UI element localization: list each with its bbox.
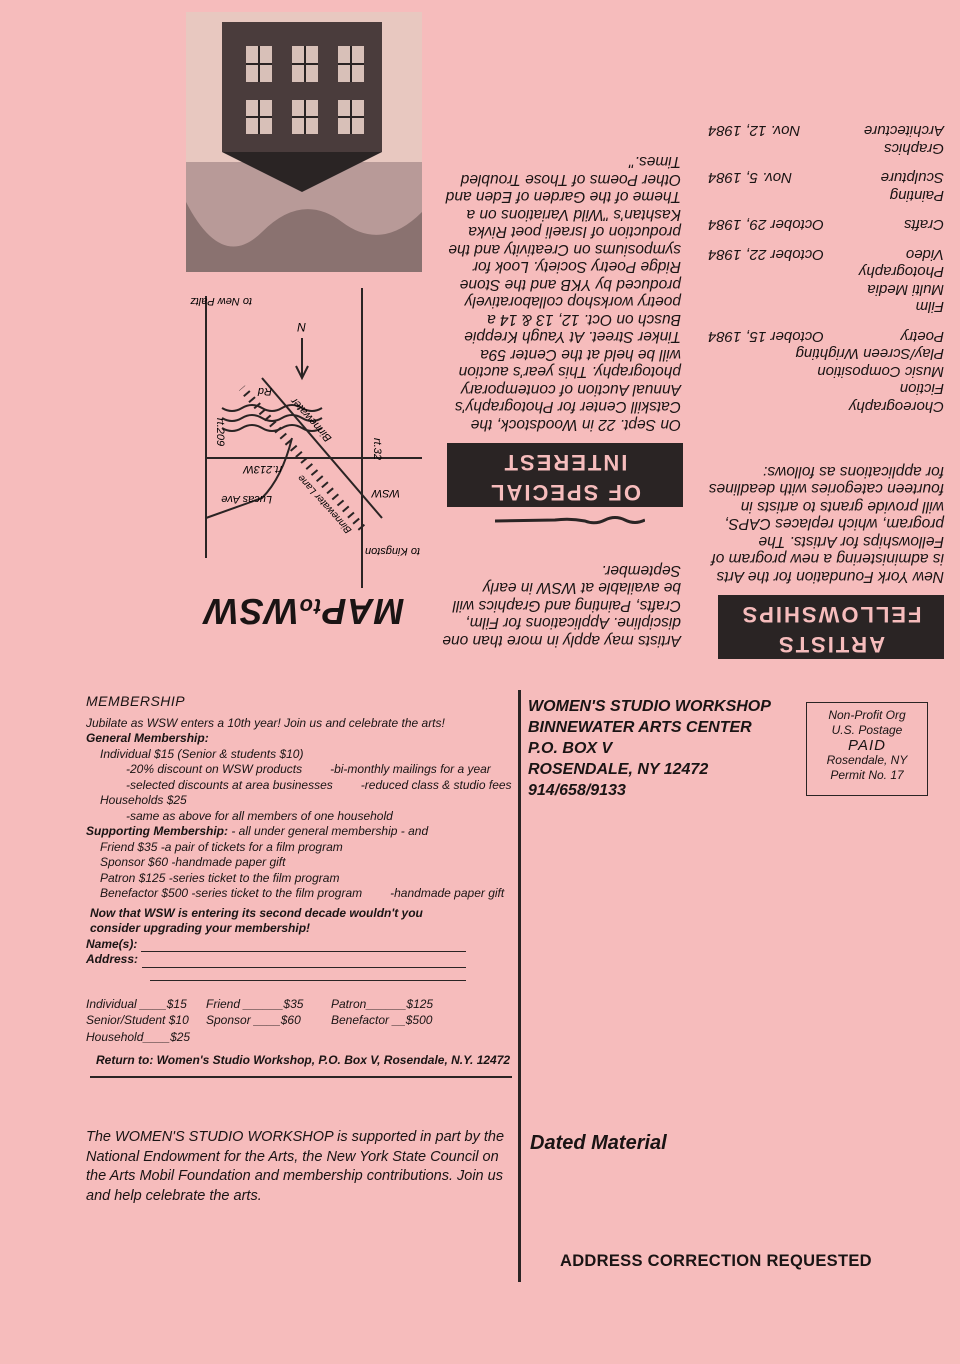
individual-rate: Individual $15 (Senior & students $10) <box>100 746 304 761</box>
price-sponsor[interactable]: Sponsor ____$60 <box>206 1013 301 1027</box>
supporting-heading: Supporting Membership: <box>86 824 228 838</box>
benefit-mailings: -bi-monthly mailings for a year <box>330 762 491 776</box>
map-label-north: N <box>297 320 306 334</box>
grant-row <box>708 328 944 346</box>
form-bottom-rule <box>90 1076 512 1078</box>
applications-note: Artists may apply in more than one discipline. Applications for Film, Crafts, Painting and Graphics will be available at WSW in early September. <box>442 562 681 649</box>
names-line[interactable] <box>141 939 466 952</box>
map-title-to: to <box>298 594 322 619</box>
benefactor-extra: -handmade paper gift <box>390 886 505 900</box>
upgrade-prompt: Now that WSW is entering its second decade wouldn't you consider upgrading your membership! <box>90 905 423 935</box>
grant-row <box>708 216 944 234</box>
address-line-city: ROSENDALE, NY 12472 <box>528 761 709 778</box>
benefactor-rate <box>86 886 516 902</box>
fellowships-text: New York Foundation for the Arts is administering a new program of Fellowships for Artists. The program, which replaces CAPS, will provide grants to artists in fourteen categories with deadlines for applications as follows: <box>708 463 944 585</box>
address-field[interactable] <box>86 952 466 968</box>
grant-row <box>708 363 944 381</box>
grant-row <box>708 263 944 281</box>
households-note: -same as above for all members of one household <box>126 808 393 823</box>
grant-deadlines <box>708 122 944 415</box>
map-label-rt32: rt.32 <box>371 438 383 461</box>
map-label-lucas-ave: Lucas Ave <box>221 493 272 505</box>
price-benefactor[interactable]: Benefactor __$500 <box>331 1013 433 1027</box>
grant-date: October 22, 1984 <box>708 246 824 263</box>
grant-category: Painting <box>889 187 944 204</box>
fellowships-heading-line2: FELLOWSHIPS <box>740 602 922 627</box>
map-label-wsw: WSW <box>371 487 400 499</box>
indicia-permit: Permit No. 17 <box>830 768 904 782</box>
friend-rate: Friend $35 -a pair of tickets for a film program <box>100 839 343 854</box>
grant-category: Multi Media <box>867 281 944 298</box>
map-label-rt209: rt.209 <box>214 418 226 447</box>
lucas-ave-road <box>206 438 292 518</box>
address-line-phone: 914/658/9133 <box>528 782 626 799</box>
special-interest-section <box>435 10 685 655</box>
grant-date: October 15, 1984 <box>708 328 824 345</box>
grant-row <box>708 122 944 140</box>
indicia-paid: PAID <box>848 737 886 754</box>
north-arrow <box>296 338 308 378</box>
squiggle-divider <box>495 513 645 527</box>
address-label: Address: <box>86 952 139 966</box>
benefit-reduced-fees: -reduced class & studio fees <box>360 777 512 792</box>
special-interest-text: On Sept. 22 in Woodstock, the Catskill Center for Photography's Annual Auction of contemporary photography. This year's auction will be held at the Center 59a Tinker Street. At Yaugh Kreppie Busch on Oct. 12, 13 & 14 a poetry workshop collaboratively produced by YKB and the Stone Ridge Poetry Society. Look for symposiums on Creativity and the production of Israeli poet Rivka Kashtan's "Wild Variations on a Theme of the Garden of Eden and Other Poems of Those Troubled Times." <box>445 153 681 433</box>
special-heading-line2: INTEREST <box>502 450 628 475</box>
indicia-postage: U.S. Postage <box>831 723 903 737</box>
map-label-rt213w: rt.213W <box>243 463 282 475</box>
grant-category: Music Composition <box>817 363 944 380</box>
address-correction-label: ADDRESS CORRECTION REQUESTED <box>560 1252 872 1270</box>
address-line-2[interactable] <box>150 968 466 981</box>
mailing-address <box>528 696 778 801</box>
grant-category: Poetry <box>900 328 944 345</box>
grant-category: Photography <box>858 263 944 281</box>
building-photo <box>186 12 422 272</box>
grant-category: Graphics <box>883 140 944 157</box>
grant-row <box>708 398 944 416</box>
grant-row <box>708 281 944 299</box>
price-grid <box>86 997 516 1046</box>
grant-row <box>708 298 944 316</box>
grant-category: Play/Screen Wrighting <box>795 345 944 363</box>
map-label-binnewater-lane: Binnewater Lane <box>295 472 355 536</box>
grant-row <box>708 246 944 264</box>
supporting-note: - all under general membership - and <box>231 824 429 838</box>
map-label-binnewater: Binnewater <box>288 395 335 445</box>
patron-rate: Patron $125 -series ticket to the film program <box>100 870 340 885</box>
grant-category: Fiction <box>899 380 944 398</box>
price-senior-student[interactable]: Senior/Student $10 <box>86 1013 189 1027</box>
indicia-city: Rosendale, NY <box>826 753 908 767</box>
fellowships-heading-line1: ARTISTS <box>776 632 886 657</box>
special-interest-heading <box>447 443 683 507</box>
membership-heading: MEMBERSHIP <box>86 693 186 709</box>
map-title-wsw: WSW <box>203 591 299 632</box>
fellowships-heading <box>718 595 944 659</box>
grant-row <box>708 140 944 158</box>
price-friend[interactable]: Friend ______$35 <box>206 996 304 1011</box>
grant-date: October 29, 1984 <box>708 216 824 234</box>
map-label-new-paltz: to New Paltz <box>190 295 252 307</box>
address-line-box: P.O. BOX V <box>528 740 613 757</box>
grant-category: Architecture <box>863 122 944 140</box>
names-label: Name(s): <box>86 936 138 951</box>
households-rate: Households $25 <box>100 793 187 807</box>
names-field[interactable] <box>86 937 466 953</box>
membership-form <box>86 694 516 1069</box>
grant-category: Sculpture <box>880 169 944 187</box>
map-title <box>186 590 422 632</box>
general-membership-heading: General Membership: <box>86 731 209 745</box>
grant-category: Video <box>905 246 944 263</box>
map-section <box>186 12 422 632</box>
benefit-discount: -20% discount on WSW products <box>126 762 303 776</box>
grant-category: Crafts <box>903 216 944 234</box>
price-patron[interactable]: Patron______$125 <box>331 996 434 1011</box>
grant-date: Nov. 5, 1984 <box>708 169 792 187</box>
address-line-org: WOMEN'S STUDIO WORKSHOP <box>528 698 771 715</box>
support-statement: The WOMEN'S STUDIO WORKSHOP is supported in part by the National Endowment for the Arts, the New York State Council on the Arts Mobil Foundation and membership contributions. Join us and help celebrate the arts. <box>86 1129 505 1204</box>
grant-row <box>708 169 944 187</box>
sponsor-rate: Sponsor $60 -handmade paper gift <box>100 855 286 869</box>
address-line[interactable] <box>142 955 466 968</box>
benefits-row-1 <box>86 762 516 778</box>
benefits-row-2 <box>86 778 516 794</box>
dated-material-label: Dated Material <box>530 1132 667 1154</box>
price-individual[interactable]: Individual ____$15 <box>86 996 187 1011</box>
grant-row <box>708 345 944 363</box>
directions-map <box>186 288 422 588</box>
grant-row <box>708 187 944 205</box>
supporting-membership <box>86 824 516 840</box>
return-address-line: Return to: Women's Studio Workshop, P.O. Box V, Rosendale, N.Y. 12472 <box>96 1053 511 1067</box>
map-label-kingston: to Kingston <box>364 545 420 557</box>
benefit-area-discounts: -selected discounts at area businesses <box>126 777 333 792</box>
map-label-rd: Rd <box>257 385 272 397</box>
vertical-divider <box>518 690 521 1282</box>
address-field-2[interactable] <box>86 968 466 981</box>
postage-indicia <box>806 702 928 796</box>
fellowships-section <box>700 10 950 665</box>
grant-date: Nov. 12, 1984 <box>708 122 801 140</box>
indicia-nonprofit: Non-Profit Org <box>828 708 906 722</box>
special-heading-line1: OF SPECIAL <box>489 480 642 505</box>
grant-category: Choreography <box>848 398 944 415</box>
benefactor-text: Benefactor $500 -series ticket to the film program <box>100 886 363 900</box>
price-household[interactable]: Household____$25 <box>86 1029 191 1044</box>
map-title-word: MAP <box>321 591 405 632</box>
grant-row <box>708 380 944 398</box>
address-line-center: BINNEWATER ARTS CENTER <box>528 719 752 736</box>
membership-intro: Jubilate as WSW enters a 10th year! Join us and celebrate the arts! <box>86 715 445 730</box>
grant-category: Film <box>915 298 944 316</box>
